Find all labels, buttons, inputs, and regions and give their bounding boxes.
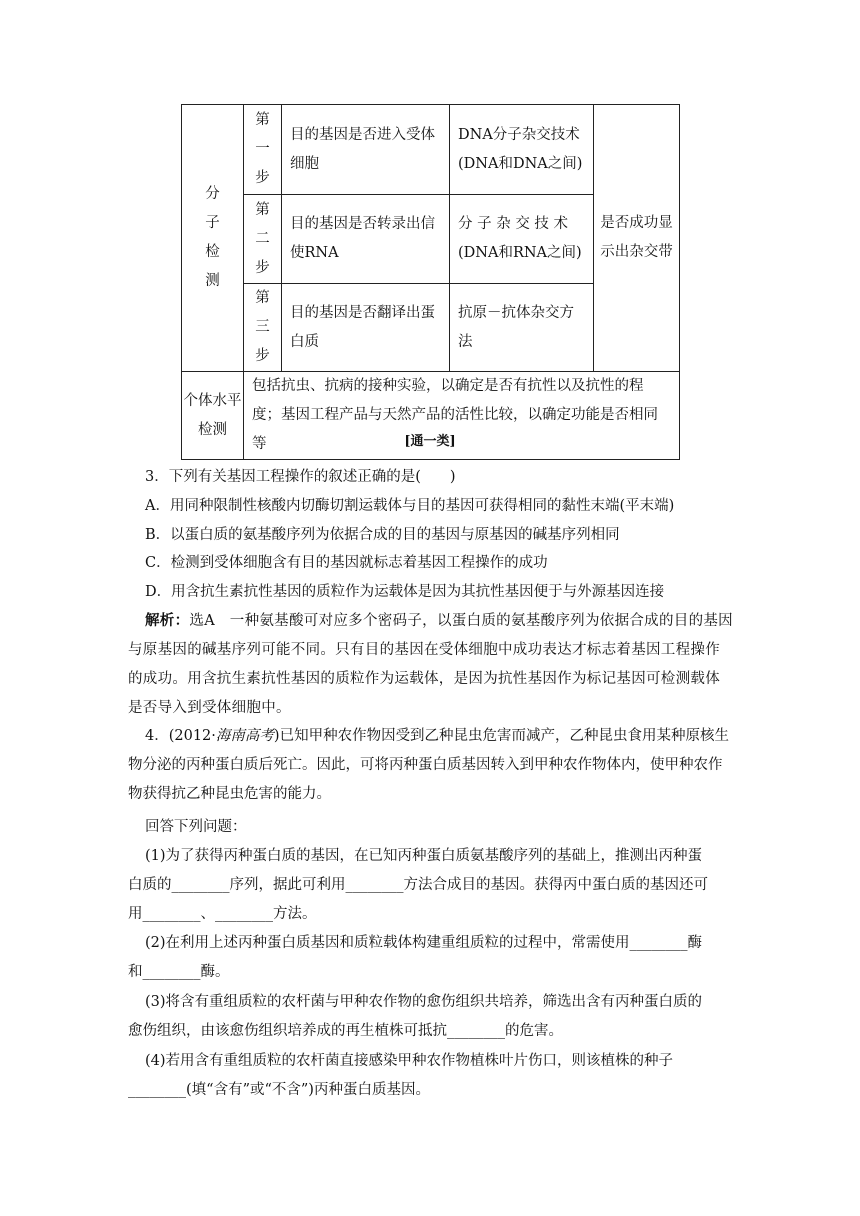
section-title: [通一类]	[404, 434, 456, 449]
individual-detection-content: 包括抗虫、抗病的接种实验，以确定是否有抗性以及抗性的程度；基因工程产品与天然产品的活性比较，以确定功能是否相同等	[244, 372, 680, 460]
sub-question-4-line-2: ________(填“含有”或“不含”)丙种蛋白质基因。	[128, 1082, 430, 1098]
step-label: 第 三 步	[244, 284, 282, 372]
sub-question-1-line-2: 白质的________序列，据此可利用________方法合成目的基因。获得丙中蛋白质的基因还可	[128, 877, 708, 893]
analysis-text: 选A 一种氨基酸可对应多个密码子，以蛋白质的氨基酸序列为依据合成的目的基因与原基因的碱基序列可能不同。只有目的基因在受体细胞中成功表达才标志着基因工程操作的成功。用含抗生素抗性基因的质粒作为运载体，是因为抗性基因作为标记基因可检测载体是否导入到受体细胞中。	[128, 613, 733, 716]
question-3-option-b: B．以蛋白质的氨基酸序列为依据合成的目的基因与原基因的碱基序列相同	[145, 527, 620, 543]
question-4-prompt: 回答下列问题：	[145, 819, 247, 835]
analysis-label: 解析：	[145, 612, 190, 629]
question-4-source: 海南高考	[215, 728, 274, 744]
sub-question-1-line-3: 用________、________方法。	[128, 906, 317, 922]
step-method: 分 子 杂 交 技 术(DNA和RNA之间)	[450, 195, 594, 284]
individual-detection-label: 个体水平检测	[182, 372, 244, 460]
molecular-result: 是否成功显示出杂交带	[594, 105, 680, 372]
question-4-intro: 4．(2012·海南高考)已知甲种农作物因受到乙种昆虫危害而减产，乙种昆虫食用某种原核生物分泌的丙种蛋白质后死亡。因此，可将丙种蛋白质基因转入到甲种农作物体内，使甲种农作物获得抗乙种昆虫危害的能力。	[128, 728, 730, 802]
step-method: DNA分子杂交技术(DNA和DNA之间)	[450, 105, 594, 195]
question-3-option-a: A．用同种限制性核酸内切酶切割运载体与目的基因可获得相同的黏性末端(平末端)	[145, 498, 675, 514]
detection-table	[181, 104, 680, 460]
question-3-option-d: D．用含抗生素抗性基因的质粒作为运载体是因为其抗性基因便于与外源基因连接	[145, 584, 665, 600]
step-content: 目的基因是否转录出信使RNA	[282, 195, 450, 284]
molecular-detection-label: 分 子 检 测	[182, 105, 244, 372]
sub-question-1-line-1: (1)为了获得丙种蛋白质的基因，在已知丙种蛋白质氨基酸序列的基础上，推测出丙种蛋	[145, 848, 703, 864]
question-3-analysis	[128, 606, 734, 723]
sub-question-3-line-2: 愈伤组织，由该愈伤组织培养成的再生植株可抵抗________的危害。	[128, 1023, 563, 1039]
sub-question-3-line-1: (3)将含有重组质粒的农杆菌与甲种农作物的愈伤组织共培养，筛选出含有丙种蛋白质的	[145, 994, 703, 1010]
step-label: 第 一 步	[244, 105, 282, 195]
question-3-stem: 3．下列有关基因工程操作的叙述正确的是( )	[145, 469, 456, 485]
step-label: 第 二 步	[244, 195, 282, 284]
step-method: 抗原－抗体杂交方法	[450, 284, 594, 372]
step-content: 目的基因是否进入受体细胞	[282, 105, 450, 195]
question-3-option-c: C．检测到受体细胞含有目的基因就标志着基因工程操作的成功	[145, 555, 548, 571]
sub-question-2-line-2: 和________酶。	[128, 964, 230, 980]
sub-question-2-line-1: (2)在利用上述丙种蛋白质基因和质粒载体构建重组质粒的过程中，常需使用________酶	[145, 935, 703, 951]
step-content: 目的基因是否翻译出蛋白质	[282, 284, 450, 372]
sub-question-4-line-1: (4)若用含有重组质粒的农杆菌直接感染甲种农作物植株叶片伤口，则该植株的种子	[145, 1053, 674, 1069]
table-row	[182, 105, 680, 195]
